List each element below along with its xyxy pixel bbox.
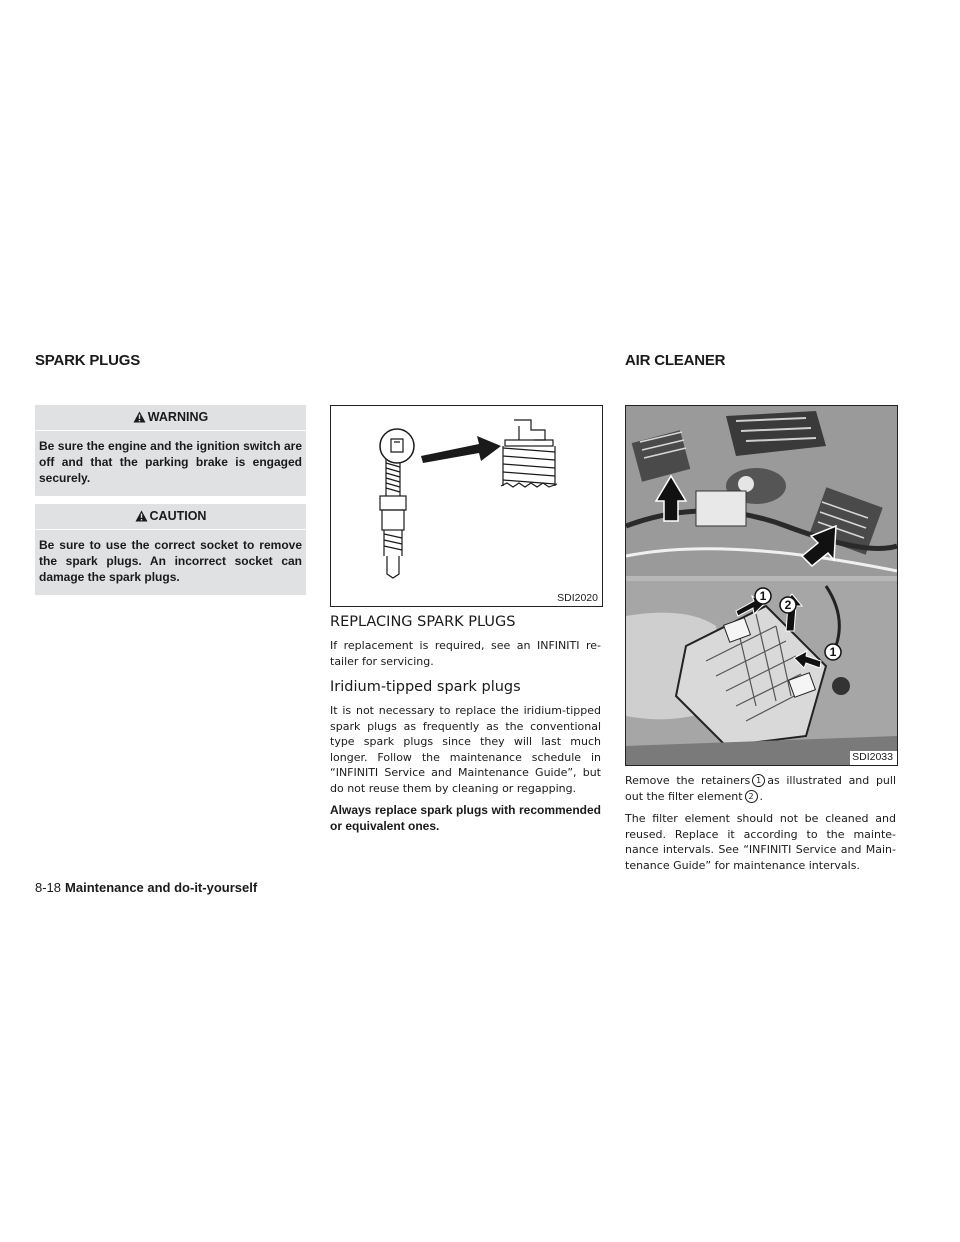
caution-box bbox=[35, 504, 306, 595]
air-cleaner-illustration bbox=[626, 406, 897, 765]
iridium-bold-text: Always replace spark plugs with recommended or equivalent ones. bbox=[330, 803, 601, 833]
filter-element-number: 2 bbox=[745, 790, 758, 803]
callout-1-bottom: 1 bbox=[829, 645, 837, 659]
spark-plug-figure bbox=[330, 405, 603, 607]
caution-label: CAUTION bbox=[149, 509, 207, 523]
page-number: 8-18 bbox=[35, 880, 62, 895]
air-cleaner-text-p2: The filter element should not be cleaned and reused. Replace it according to the mainte-nance intervals. See “INFINITI Service and Main-tenance Guide” for maintenance intervals. bbox=[625, 812, 896, 872]
iridium-text: It is not necessary to replace the iridium-tipped spark plugs as frequently as the conventional type spark plugs since they will last much longer. Follow the maintenance schedule in “INFINITI Service and Maintenance Guide”, but do not reuse them by cleaning or regapping. bbox=[330, 704, 601, 795]
air-cleaner-section bbox=[625, 773, 896, 880]
air-cleaner-text-a: Remove the retainers bbox=[625, 774, 751, 787]
section-title-spark-plugs: SPARK PLUGS bbox=[35, 352, 141, 369]
spark-plug-illustration bbox=[331, 406, 602, 606]
air-cleaner-figure bbox=[625, 405, 898, 766]
caution-text: Be sure to use the correct socket to remove the spark plugs. An incorrect socket can damage the spark plugs. bbox=[39, 538, 302, 584]
section-title-air-cleaner: AIR CLEANER bbox=[625, 352, 726, 369]
air-cleaner-instruction bbox=[625, 773, 896, 804]
warning-text: Be sure the engine and the ignition switch are off and that the parking brake is engaged securely. bbox=[39, 439, 302, 485]
air-cleaner-text-c: . bbox=[759, 789, 764, 803]
iridium-heading: Iridium-tipped spark plugs bbox=[330, 679, 521, 695]
replacing-text: If replacement is required, see an INFINITI re-tailer for servicing. bbox=[330, 639, 601, 668]
caution-triangle-icon bbox=[135, 510, 148, 522]
replacing-heading: REPLACING SPARK PLUGS bbox=[330, 614, 516, 630]
page-footer bbox=[35, 880, 257, 895]
warning-box bbox=[35, 405, 306, 496]
figure-code-sdi2020: SDI2020 bbox=[557, 592, 598, 604]
callout-1-top: 1 bbox=[759, 589, 767, 603]
warning-label: WARNING bbox=[147, 410, 209, 424]
warning-header bbox=[35, 405, 306, 431]
figure-code-sdi2033: SDI2033 bbox=[852, 751, 893, 763]
caution-header bbox=[35, 504, 306, 530]
warning-triangle-icon bbox=[133, 411, 146, 423]
retainer-number: 1 bbox=[752, 774, 765, 787]
air-cleaner-text-b: as illustrated and pull out the filter element bbox=[625, 774, 897, 803]
callout-2: 2 bbox=[784, 598, 792, 612]
replacing-section bbox=[330, 614, 601, 841]
chapter-title: Maintenance and do-it-yourself bbox=[65, 880, 258, 895]
